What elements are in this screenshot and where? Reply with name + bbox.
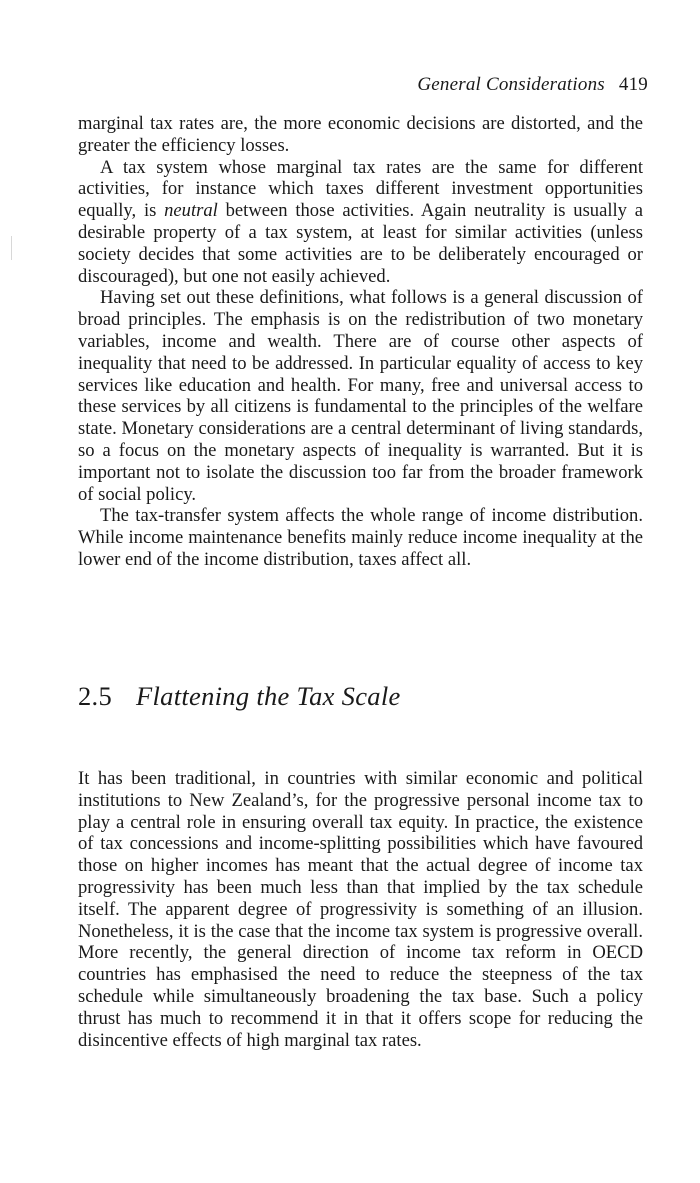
emphasis-term: neutral: [164, 200, 218, 222]
paragraph-text: The tax-transfer system affects the whole range of income distribution. While income maintenance benefits mainly reduce income inequality at the lower end of the income distribution, taxes affect all.: [78, 505, 643, 570]
paragraph-flattening: [78, 768, 643, 1051]
paragraph-tax-transfer: [78, 505, 643, 570]
running-head: [417, 74, 648, 96]
section-number: 2.5: [78, 681, 113, 711]
body-text-bottom: [78, 768, 643, 1051]
paragraph-text: It has been traditional, in countries with similar economic and political institutions to New Zealand’s, for the progressive personal income tax to play a central role in ensuring overall tax equity. In practice, the existence of tax concessions and income-splitting possibilities which have favoured those on higher incomes has meant that the actual degree of income tax progressivity has been much less than that implied by the tax schedule itself. The apparent degree of progressivity is something of an illusion. Nonetheless, it is the case that the income tax system is progressive overall. More recently, the general direction of income tax reform in OECD countries has emphasised the need to reduce the steepness of the tax schedule while simultaneously broadening the tax base. Such a policy thrust has much to recommend it in that it offers scope for reducing the disincentive effects of high marginal tax rates.: [78, 768, 643, 1051]
paragraph-text: A tax system whose marginal tax rates are the same for different activities, for instance which taxes different investment opportunities equally, is: [78, 156, 643, 222]
page-number: 419: [618, 74, 648, 95]
paragraph-text: marginal tax rates are, the more economic decisions are distorted, and the greater the efficiency losses.: [78, 113, 643, 156]
section-heading: [78, 681, 401, 712]
section-title: Flattening the Tax Scale: [136, 681, 401, 711]
paragraph-definitions: [78, 287, 643, 505]
body-text-top: [78, 113, 643, 571]
paragraph-continued: [78, 113, 643, 157]
paragraph-text: Having set out these definitions, what follows is a general discussion of broad principles. The emphasis is on the redistribution of two monetary variables, income and wealth. There are of course other aspects of inequality that need to be addressed. In particular equality of access to key services like education and health. For many, free and universal access to these services by all citizens is fundamental to the principles of the welfare state. Monetary considerations are a central determinant of living standards, so a focus on the monetary aspects of inequality is warranted. But it is important not to isolate the discussion too far from the broader framework of social policy.: [78, 287, 643, 505]
running-head-title: General Considerations: [417, 74, 605, 95]
paragraph-neutrality: [78, 157, 643, 288]
margin-mark: [11, 236, 12, 260]
paragraph-text: between those activities. Again neutrality is usually a desirable property of a tax system, at least for similar activities (unless society decides that some activities are to be deliberately encouraged or discouraged), but one not easily achieved.: [78, 200, 644, 287]
